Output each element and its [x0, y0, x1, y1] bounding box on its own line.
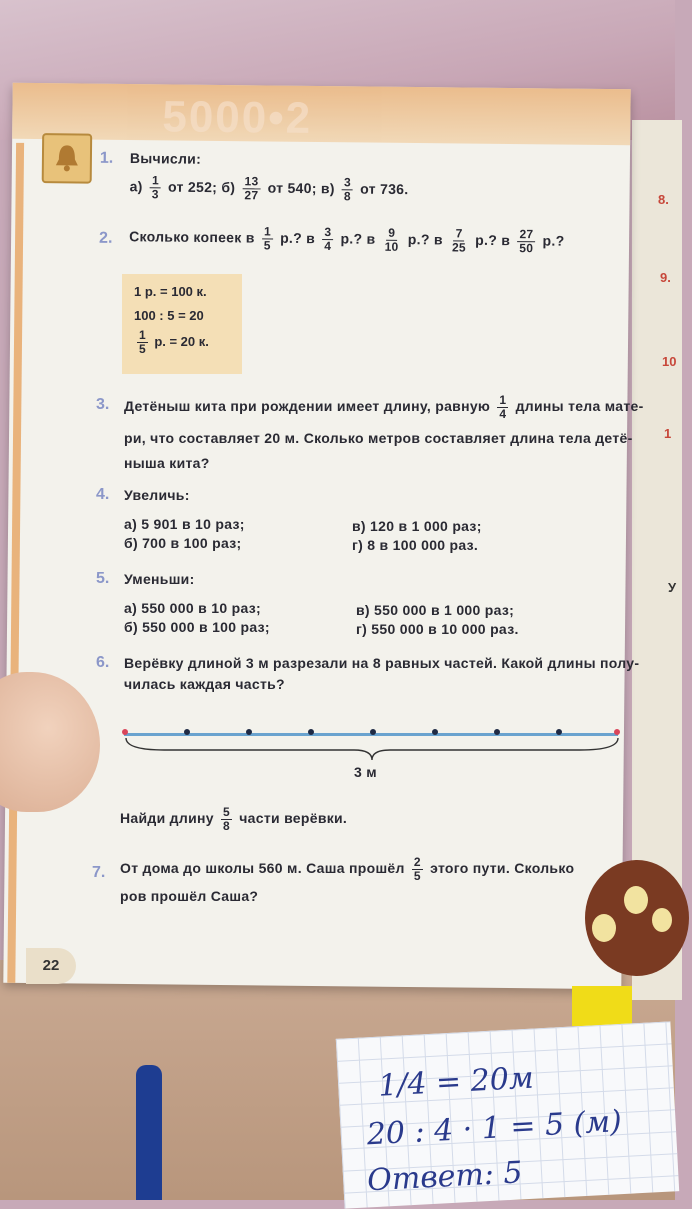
rope-division-point: [246, 729, 252, 735]
task-1-title: Вычисли:: [129, 150, 202, 167]
right-page-number: 1: [664, 426, 672, 441]
fraction: [322, 226, 333, 253]
task-6-line: Верёвку длиной 3 м разрезали на 8 равных частей. Какой длины полу-: [124, 655, 640, 671]
task-4-item: а) 5 901 в 10 раз;: [124, 516, 245, 532]
question-text: р.?: [542, 232, 565, 249]
question-text: этого пути. Сколько: [430, 860, 575, 877]
fraction-numerator: 13: [242, 175, 260, 189]
task-5-item: в) 550 000 в 1 000 раз;: [356, 602, 515, 618]
task-4-item: г) 8 в 100 000 раз.: [352, 537, 479, 553]
rope-division-point: [556, 729, 562, 735]
question-text: От дома до школы 560 м. Саша прошёл: [120, 860, 405, 877]
question-text: части верёвки.: [239, 810, 348, 827]
fraction-denominator: 5: [139, 342, 146, 356]
rope-division-point: [494, 729, 500, 735]
task-3-line: [124, 394, 644, 421]
bell-icon: [42, 133, 93, 184]
rope-division-point: [184, 729, 190, 735]
question-text: Детёныш кита при рождении имеет длину, равную: [124, 398, 491, 415]
question-text: Найди длину: [120, 810, 214, 827]
task-number: 4.: [96, 486, 110, 503]
fraction: [137, 329, 148, 356]
paw-toy: [582, 858, 692, 1038]
right-page-number: У: [668, 580, 677, 595]
header-title: 5000•2: [162, 92, 313, 143]
fraction: [150, 174, 161, 201]
item-text: от 252;: [168, 178, 218, 196]
hint-text: р. = 20 к.: [154, 333, 209, 349]
item-text: от 540;: [267, 179, 317, 197]
rope-division-point: [370, 729, 376, 735]
fraction-numerator: 1: [499, 393, 507, 407]
fraction-denominator: 25: [451, 240, 467, 255]
question-text: Сколько копеек в: [129, 228, 255, 246]
right-page-number: 9.: [660, 270, 671, 285]
task-3-line: ри, что составляет 20 м. Сколько метров составляет длина тела детё-: [124, 430, 633, 446]
fraction: [221, 806, 232, 833]
fraction-denominator: 5: [263, 238, 271, 253]
fraction-denominator: 4: [324, 239, 332, 254]
item-label: а): [129, 178, 143, 195]
item-text: от 736.: [360, 180, 409, 198]
item-label: б): [221, 179, 236, 196]
task-5-item: а) 550 000 в 10 раз;: [124, 600, 261, 616]
right-page-number: 8.: [658, 192, 669, 207]
task-7-line: [120, 856, 574, 883]
fraction-numerator: 9: [386, 227, 397, 241]
fraction-denominator: 5: [413, 869, 421, 883]
fraction-denominator: 50: [519, 241, 534, 256]
task-4-item: в) 120 в 1 000 раз;: [352, 518, 482, 534]
task-6-line: чилась каждая часть?: [124, 676, 285, 692]
handwritten-line: Ответ: 5: [366, 1155, 524, 1199]
fraction-numerator: 3: [342, 176, 353, 190]
hint-line: [134, 329, 209, 356]
question-text: р.? в: [340, 230, 376, 247]
fraction: [497, 394, 508, 421]
rope-division-point: [308, 729, 314, 735]
page-number: 22: [26, 948, 76, 984]
task-number: 6.: [96, 654, 110, 671]
fraction-denominator: 8: [343, 189, 351, 204]
hint-line: 1 р. = 100 к.: [134, 284, 207, 299]
task-4-item: б) 700 в 100 раз;: [124, 535, 242, 551]
fraction-numerator: 3: [322, 226, 333, 240]
task-7-line: ров прошёл Саша?: [120, 888, 259, 904]
blue-marker: [136, 1065, 162, 1200]
textbook-page: [3, 83, 630, 989]
fraction: [242, 175, 260, 202]
fraction-denominator: 27: [244, 188, 259, 203]
fraction-numerator: 1: [150, 174, 161, 188]
fraction: [450, 227, 468, 254]
task-6-subquestion: [120, 806, 347, 833]
rope-division-point: [432, 729, 438, 735]
notebook-paper: [336, 1021, 679, 1208]
task-1-items: [129, 174, 408, 204]
fraction-denominator: 3: [151, 187, 159, 202]
fraction: [262, 225, 273, 252]
handwritten-line: 1/4 = 20м: [377, 1060, 535, 1104]
task-number: 1.: [99, 149, 114, 167]
rope-end-point: [614, 729, 620, 735]
hint-box: [122, 274, 242, 374]
task-number: 2.: [99, 229, 113, 247]
task-2-question: [129, 224, 565, 256]
task-5-title: Уменьши:: [124, 571, 195, 587]
task-3-line: ныша кита?: [124, 455, 210, 471]
fraction-numerator: 2: [413, 855, 421, 869]
task-5-item: б) 550 000 в 100 раз;: [124, 619, 270, 635]
fraction: [383, 227, 401, 254]
fraction-numerator: 7: [454, 227, 465, 241]
question-text: р.? в: [407, 231, 443, 248]
fraction-numerator: 5: [223, 805, 231, 819]
fraction: [412, 856, 423, 883]
rope-length-label: 3 м: [354, 764, 377, 780]
task-number: 5.: [96, 570, 110, 587]
handwritten-line: 20 : 4 · 1 = 5 (м): [365, 1104, 623, 1153]
rope-brace: [124, 736, 620, 762]
hint-line: 100 : 5 = 20: [134, 308, 204, 323]
fraction-numerator: 1: [139, 328, 146, 342]
page-header: [12, 83, 631, 145]
question-text: р.? в: [280, 229, 316, 247]
fraction: [517, 228, 535, 255]
fraction-denominator: 8: [223, 819, 231, 833]
fraction-numerator: 1: [262, 225, 273, 239]
fraction-numerator: 27: [517, 228, 535, 242]
fraction-denominator: 10: [384, 239, 399, 254]
question-text: р.? в: [475, 231, 511, 249]
page-sidebar-strip: [7, 143, 24, 983]
task-5-item: г) 550 000 в 10 000 раз.: [356, 621, 519, 637]
task-number: 7.: [92, 864, 106, 881]
question-text: длины тела мате-: [515, 398, 644, 415]
right-page-number: 10: [662, 354, 677, 369]
rope-end-point: [122, 729, 128, 735]
task-number: 3.: [96, 396, 110, 413]
fraction: [342, 176, 353, 203]
fraction-denominator: 4: [499, 407, 507, 421]
task-4-title: Увеличь:: [124, 487, 190, 503]
item-label: в): [320, 180, 335, 197]
